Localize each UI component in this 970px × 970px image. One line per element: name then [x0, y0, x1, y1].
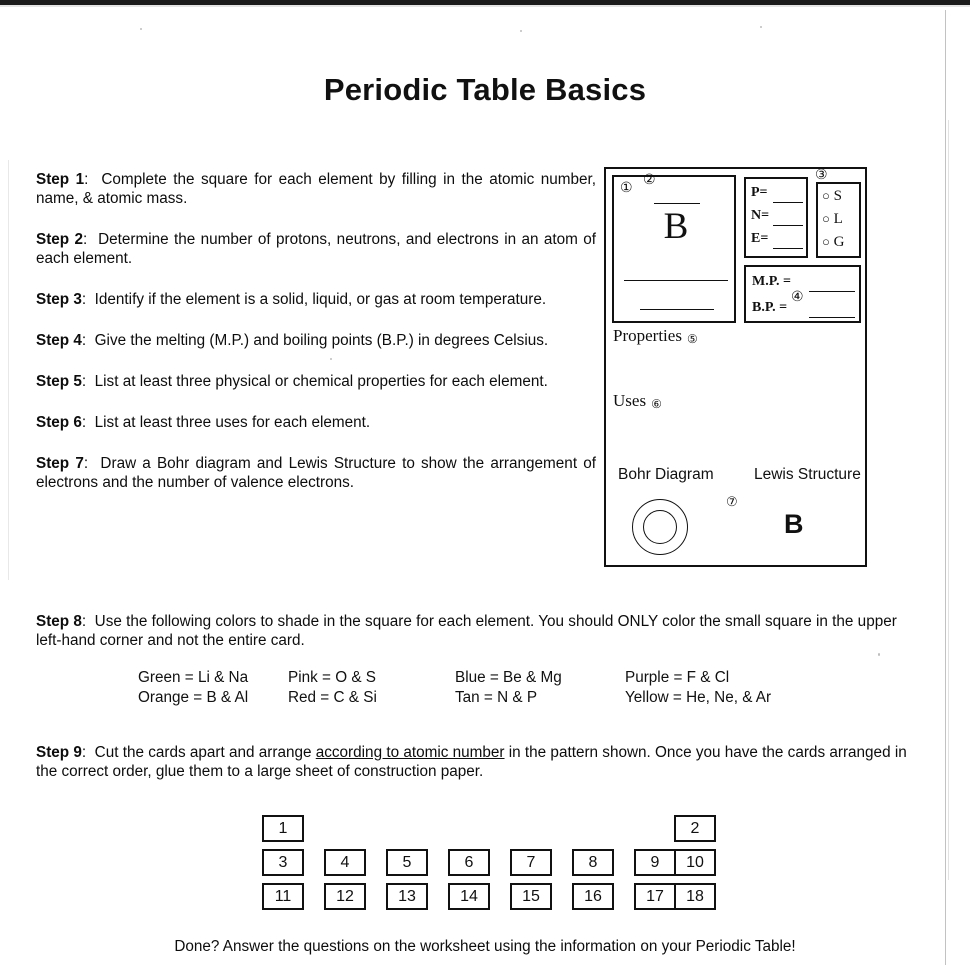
color-key-entry: Blue = Be & Mg	[455, 669, 562, 686]
uses-section-label	[613, 391, 662, 411]
step-4-text: Give the melting (M.P.) and boiling points (B.P.) in degrees Celsius.	[94, 332, 549, 349]
state-option-liquid-label: L	[833, 211, 843, 227]
step-8-text: Use the following colors to shade in the square for each element. You should ONLY color the small square in the upper left-hand corner and not the entire card.	[36, 613, 897, 649]
grid-cell-18: 18	[674, 883, 716, 910]
step-9-underlined-phrase: according to atomic number	[315, 744, 505, 761]
grid-cell-7: 7	[510, 849, 552, 876]
step-7-label: Step 7	[36, 455, 84, 472]
scan-speck	[520, 30, 522, 32]
scan-speck	[760, 26, 762, 28]
scan-line-right-secondary	[948, 120, 949, 880]
grid-cell-4: 4	[324, 849, 366, 876]
color-key-entry: Yellow = He, Ne, & Ar	[625, 688, 772, 706]
step-7	[36, 454, 596, 492]
radio-circle-icon[interactable]: ○	[822, 188, 830, 203]
protons-label: P=	[751, 185, 768, 200]
grid-cell-3: 3	[262, 849, 304, 876]
atomic-number-blank	[654, 203, 700, 204]
step-3-separator: :	[81, 291, 87, 308]
marker-2-icon: ②	[643, 173, 656, 188]
state-option-solid[interactable]	[822, 188, 842, 205]
radio-circle-icon[interactable]: ○	[822, 211, 830, 226]
grid-row-1	[262, 815, 702, 849]
grid-cell-17: 17	[634, 883, 676, 910]
step-8-label: Step 8	[36, 613, 82, 630]
particle-count-box	[744, 177, 808, 258]
step-9-text-before: Cut the cards apart and arrange	[94, 744, 316, 761]
grid-cell-15: 15	[510, 883, 552, 910]
step-6-text: List at least three uses for each element.	[94, 414, 371, 431]
grid-cell-blank	[634, 815, 676, 842]
radio-circle-icon[interactable]: ○	[822, 234, 830, 249]
grid-row-3	[262, 883, 702, 917]
step-1-separator: :	[84, 171, 89, 188]
steps-column	[36, 170, 596, 492]
scan-speck	[140, 28, 142, 30]
state-option-gas[interactable]	[822, 234, 844, 251]
lewis-structure-label: Lewis Structure	[754, 466, 861, 483]
step-2	[36, 230, 596, 268]
step-7-text: Draw a Bohr diagram and Lewis Structure to show the arrangement of electrons and the number of valence electrons.	[36, 455, 596, 491]
step-7-separator: :	[83, 455, 89, 472]
uses-text: Uses	[613, 391, 647, 410]
step-8	[36, 612, 912, 650]
step-3	[36, 290, 596, 309]
scan-line-left	[8, 160, 9, 580]
element-name-blank	[624, 280, 728, 281]
element-symbol-box	[612, 175, 736, 323]
element-symbol: B	[663, 206, 689, 247]
grid-cell-blank	[510, 815, 552, 842]
step-9-separator: :	[81, 744, 87, 761]
step-2-label: Step 2	[36, 231, 84, 248]
state-option-gas-label: G	[833, 234, 845, 250]
neutrons-label: N=	[751, 208, 770, 223]
atomic-mass-blank	[640, 309, 714, 310]
marker-1-icon: ①	[620, 181, 633, 196]
color-key-entry: Orange = B & Al	[138, 688, 249, 706]
marker-5-icon: ⑤	[686, 332, 698, 346]
grid-cell-11: 11	[262, 883, 304, 910]
lewis-structure-symbol: B	[784, 509, 804, 539]
step-4	[36, 331, 596, 350]
color-key-column-1	[138, 668, 248, 707]
grid-cell-8: 8	[572, 849, 614, 876]
color-key-entry: Green = Li & Na	[138, 669, 249, 686]
properties-text: Properties	[613, 326, 682, 345]
grid-cell-blank	[448, 815, 490, 842]
grid-cell-2: 2	[674, 815, 716, 842]
step-2-separator: :	[83, 231, 88, 248]
marker-7-icon: ⑦	[726, 494, 738, 509]
step-6-label: Step 6	[36, 414, 82, 431]
marker-3-icon: ③	[815, 168, 828, 183]
melting-boiling-box	[744, 265, 861, 323]
grid-cell-5: 5	[386, 849, 428, 876]
marker-6-icon: ⑥	[651, 397, 662, 411]
grid-cell-14: 14	[448, 883, 490, 910]
bohr-nucleus-icon	[643, 510, 677, 544]
melting-point-blank	[809, 291, 855, 292]
scan-edge-top-soft	[0, 5, 970, 7]
step-6	[36, 413, 596, 432]
neutrons-blank	[773, 225, 803, 226]
step-5-text: List at least three physical or chemical properties for each element.	[94, 373, 548, 390]
color-key-entry: Pink = O & S	[288, 669, 376, 686]
footer-note: Done? Answer the questions on the worksheet using the information on your Periodic Table!	[174, 938, 796, 955]
step-4-label: Step 4	[36, 332, 82, 349]
scan-line-right	[945, 10, 946, 965]
step-9-text-after: in the pattern shown. Once you have the cards arranged in the correct order, glue them to a large sheet of construction paper.	[36, 744, 907, 780]
card-arrangement-grid	[262, 815, 702, 917]
step-8-separator: :	[81, 613, 87, 630]
grid-cell-blank	[324, 815, 366, 842]
color-key-entry: Tan = N & P	[455, 688, 538, 706]
color-key-column-3	[455, 668, 562, 707]
color-key-entry: Red = C & Si	[288, 688, 377, 706]
step-9	[36, 743, 912, 781]
marker-4-icon: ④	[791, 290, 804, 305]
grid-cell-blank	[572, 815, 614, 842]
properties-section-label	[613, 326, 698, 346]
bohr-diagram-label: Bohr Diagram	[618, 466, 714, 483]
step-2-text: Determine the number of protons, neutrons, and electrons in an atom of each element.	[36, 231, 597, 267]
step-5-separator: :	[81, 373, 87, 390]
state-of-matter-box	[816, 182, 861, 258]
state-option-solid-label: S	[833, 188, 842, 204]
step-1-label: Step 1	[36, 171, 85, 188]
grid-cell-16: 16	[572, 883, 614, 910]
grid-cell-6: 6	[448, 849, 490, 876]
boiling-point-blank	[809, 317, 855, 318]
grid-cell-blank	[386, 815, 428, 842]
melting-point-label: M.P. =	[752, 274, 791, 289]
grid-cell-12: 12	[324, 883, 366, 910]
step-1-text: Complete the square for each element by filling in the atomic number, name, & atomic mass.	[36, 171, 597, 207]
step-3-label: Step 3	[36, 291, 82, 308]
step-6-separator: :	[81, 414, 87, 431]
step-3-text: Identify if the element is a solid, liquid, or gas at room temperature.	[94, 291, 547, 308]
grid-cell-13: 13	[386, 883, 428, 910]
state-option-liquid[interactable]	[822, 211, 843, 228]
color-key-column-2	[288, 668, 377, 707]
boiling-point-label: B.P. =	[752, 300, 788, 315]
grid-cell-10: 10	[674, 849, 716, 876]
step-5-label: Step 5	[36, 373, 82, 390]
scan-speck	[878, 653, 880, 656]
step-4-separator: :	[81, 332, 87, 349]
electrons-label: E=	[751, 231, 769, 246]
protons-blank	[773, 202, 803, 203]
step-5	[36, 372, 596, 391]
step-1	[36, 170, 596, 208]
bohr-diagram-icon	[632, 499, 688, 555]
grid-row-2	[262, 849, 702, 883]
page-title: Periodic Table Basics	[323, 72, 647, 107]
grid-cell-9: 9	[634, 849, 676, 876]
grid-cell-1: 1	[262, 815, 304, 842]
color-key-entry: Purple = F & Cl	[625, 669, 730, 686]
element-card-diagram	[604, 167, 867, 567]
step-9-label: Step 9	[36, 744, 82, 761]
electrons-blank	[773, 248, 803, 249]
color-key-column-4	[625, 668, 771, 707]
